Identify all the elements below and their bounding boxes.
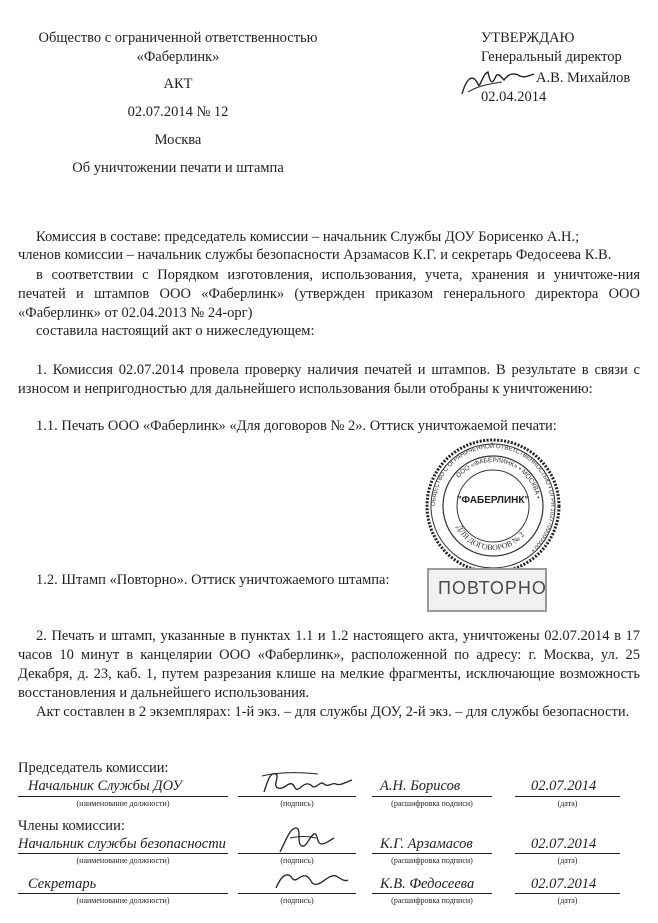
paragraph-item-2: 2. Печать и штамп, указанные в пунктах 1.1 и 1.2 настоящего акта, уничтожены 02.07.2014 в 17 часов 10 минут в канцелярии ООО «Фаберлинк», расположенной по адресу: г. Москва, ул. 25 Декабря, д. 23, каб. 1, путем разрезания клише на мелкие фрагменты, исключающие возможность восстановления и дальнейшего использования. [18, 628, 640, 701]
paragraph-item-1-1: 1.1. Печать ООО «Фаберлинк» «Для договоров № 2». Оттиск уничтожаемой печати: [36, 418, 557, 434]
member2-signature [272, 864, 352, 894]
member1-signature [276, 822, 336, 856]
member1-name: К.Г. Арзамасов [380, 836, 473, 852]
member1-signature-caption: (подпись) [280, 856, 314, 865]
seal-bottom-text: ДЛЯ ДОГОВОРОВ № 2 [454, 523, 527, 553]
paragraph-members: членов комиссии – начальник службы безопасности Арзамасов К.Г. и секретарь Федосеева К.В. [18, 247, 612, 263]
member2-name-caption: (расшифровка подписи) [391, 896, 473, 905]
seal-impression [424, 437, 562, 575]
chairman-date-caption: (дата) [557, 799, 578, 808]
approval-date: 02.04.2014 [481, 89, 547, 105]
member1-name-caption: (расшифровка подписи) [391, 856, 473, 865]
org-name-line2: «Фаберлинк» [136, 49, 220, 65]
seal-inner-ring-text: ООО «ФАБЕРЛИНК» • МОСКВА • [455, 456, 542, 500]
paragraph-copies: Акт составлен в 2 экземплярах: 1-й экз. – для службы ДОУ, 2-й экз. – для службы безопасности. [36, 704, 630, 720]
approval-label: УТВЕРЖДАЮ [481, 30, 575, 46]
member1-name-line [372, 853, 492, 854]
chairman-name-line [372, 796, 492, 797]
chairman-signature-line [238, 796, 356, 797]
approval-position: Генеральный директор [481, 49, 622, 65]
member1-date: 02.07.2014 [531, 836, 597, 852]
stamp-impression-text: ПОВТОРНО [438, 578, 547, 598]
paragraph-item-1-2: 1.2. Штамп «Повторно». Оттиск уничтожаемого штампа: [36, 572, 390, 588]
chairman-signature [258, 766, 358, 798]
member2-position: Секретарь [28, 876, 97, 892]
member2-date-line [515, 893, 620, 894]
chairman-date-line [515, 796, 620, 797]
member2-name: К.В. Федосеева [380, 876, 475, 892]
member1-signature-line [238, 853, 356, 854]
chairman-position-line [18, 796, 228, 797]
seal-center-text: "ФАБЕРЛИНК" [456, 495, 530, 506]
paragraph-basis: в соответствии с Порядком изготовления, использования, учета, хранения и уничтоже-ния печатей и штампов ООО «Фаберлинк» (утвержден приказом генерального директора ООО «Фаберлинк» от 02.04.2013 № 24-орг) [18, 267, 640, 321]
member1-position-caption: (наименование должности) [76, 856, 170, 865]
member2-signature-caption: (подпись) [280, 896, 314, 905]
member1-position: Начальник службы безопасности [18, 836, 226, 852]
chairman-name-caption: (расшифровка подписи) [391, 799, 473, 808]
chairman-signature-caption: (подпись) [280, 799, 314, 808]
seal-outer-ring-text: ОБЩЕСТВО С ОГРАНИЧЕННОЙ ОТВЕТСТВЕННОСТЬЮ • ОГРН 1027700000000 • [430, 443, 556, 553]
member1-date-caption: (дата) [557, 856, 578, 865]
chairman-date: 02.07.2014 [531, 778, 597, 794]
member2-date: 02.07.2014 [531, 876, 597, 892]
member1-position-line [18, 853, 228, 854]
chairman-position: Начальник Службы ДОУ [28, 778, 182, 794]
document-type: АКТ [163, 76, 193, 92]
member2-position-line [18, 893, 228, 894]
org-name-line1: Общество с ограниченной ответственностью [38, 30, 318, 46]
document-subject: Об уничтожении печати и штампа [72, 160, 284, 176]
chairman-name: А.Н. Борисов [380, 778, 461, 794]
chairman-heading: Председатель комиссии: [18, 760, 169, 776]
member2-date-caption: (дата) [557, 896, 578, 905]
member1-date-line [515, 853, 620, 854]
document-city: Москва [154, 132, 202, 148]
svg-text:ООО «ФАБЕРЛИНК» • МОСКВА • [455, 457, 541, 500]
members-heading: Члены комиссии: [18, 818, 125, 834]
chairman-position-caption: (наименование должности) [76, 799, 170, 808]
member2-name-line [372, 893, 492, 894]
approval-name: А.В. Михайлов [536, 70, 631, 86]
member2-position-caption: (наименование должности) [76, 896, 170, 905]
member2-signature-line [238, 893, 356, 894]
paragraph-intro: составила настоящий акт о нижеследующем: [36, 323, 315, 339]
paragraph-item-1: 1. Комиссия 02.07.2014 провела проверку наличия печатей и штампов. В результате в связи с износом и непригодностью для дальнейшего использования были отобраны к уничтожению: [18, 362, 640, 397]
paragraph-commission: Комиссия в составе: председатель комиссии – начальник Службы ДОУ Борисенко А.Н.; [36, 229, 580, 245]
document-date-number: 02.07.2014 № 12 [127, 104, 229, 120]
